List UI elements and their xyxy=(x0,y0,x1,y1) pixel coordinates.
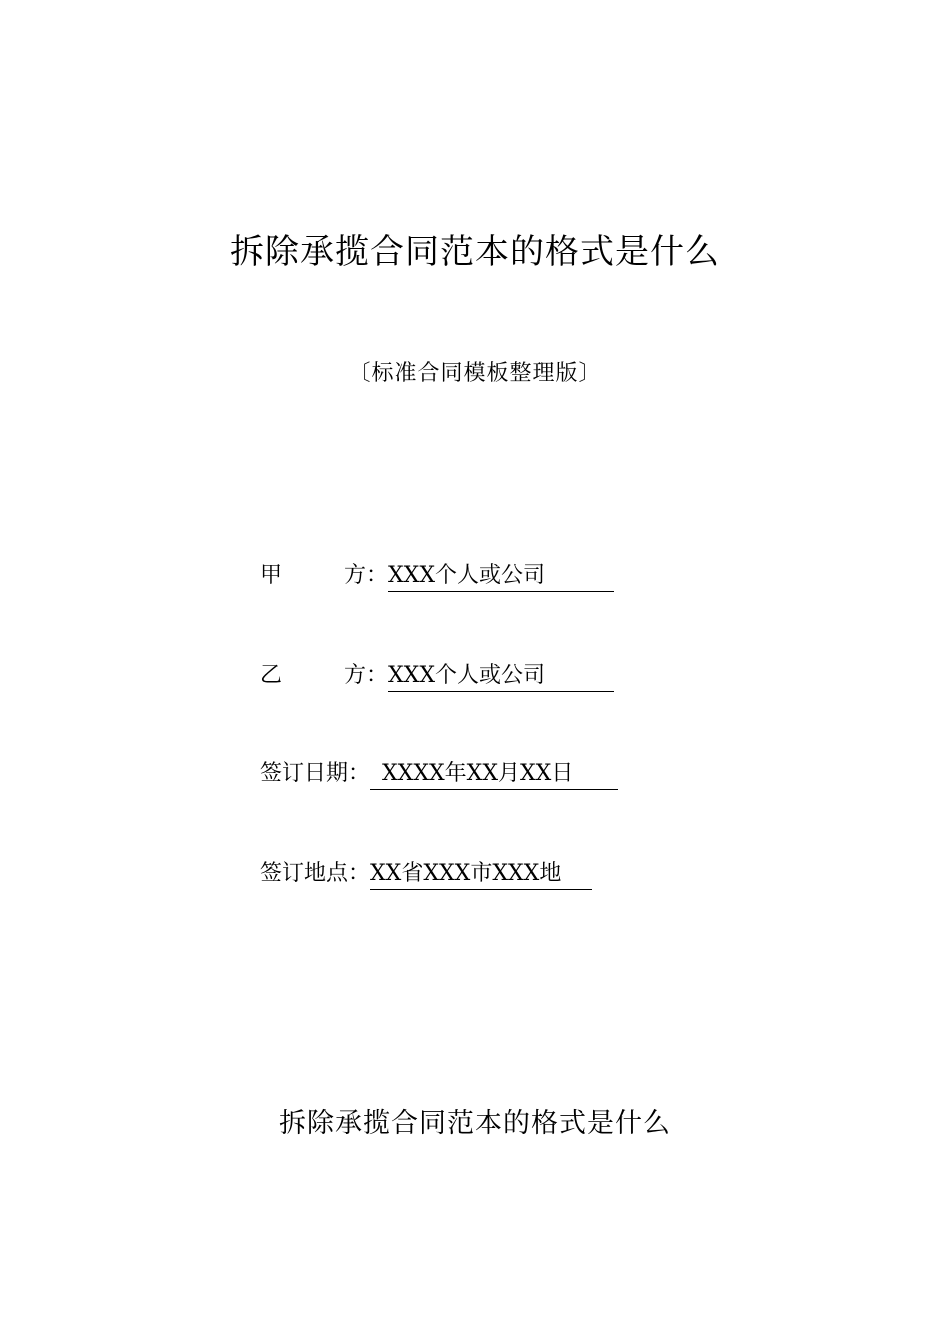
party-a-label-suffix: 方： xyxy=(343,563,388,588)
sign-date-value: XXXX年XX月XX日 xyxy=(370,759,618,790)
party-b-value: XXX个人或公司 xyxy=(388,661,614,692)
party-a-label xyxy=(260,558,388,594)
party-a-field xyxy=(260,558,614,594)
party-b-field xyxy=(260,658,614,694)
footer-title: 拆除承揽合同范本的格式是什么 xyxy=(279,1108,671,1139)
party-a-label-char: 甲 xyxy=(260,563,283,588)
party-b-label-char: 乙 xyxy=(260,663,283,688)
party-b-label xyxy=(260,658,388,694)
document-title: 拆除承揽合同范本的格式是什么 xyxy=(230,232,720,272)
document-subtitle: 〔标准合同模板整理版〕 xyxy=(348,361,602,386)
party-a-value: XXX个人或公司 xyxy=(388,561,614,592)
sign-date-label: 签订日期： xyxy=(260,761,371,786)
sign-place-label: 签订地点： xyxy=(260,861,371,886)
party-b-label-suffix: 方： xyxy=(343,663,388,688)
sign-date-field xyxy=(260,756,618,792)
sign-place-value: XX省XXX市XXX地 xyxy=(370,859,592,890)
sign-place-field xyxy=(260,856,592,892)
